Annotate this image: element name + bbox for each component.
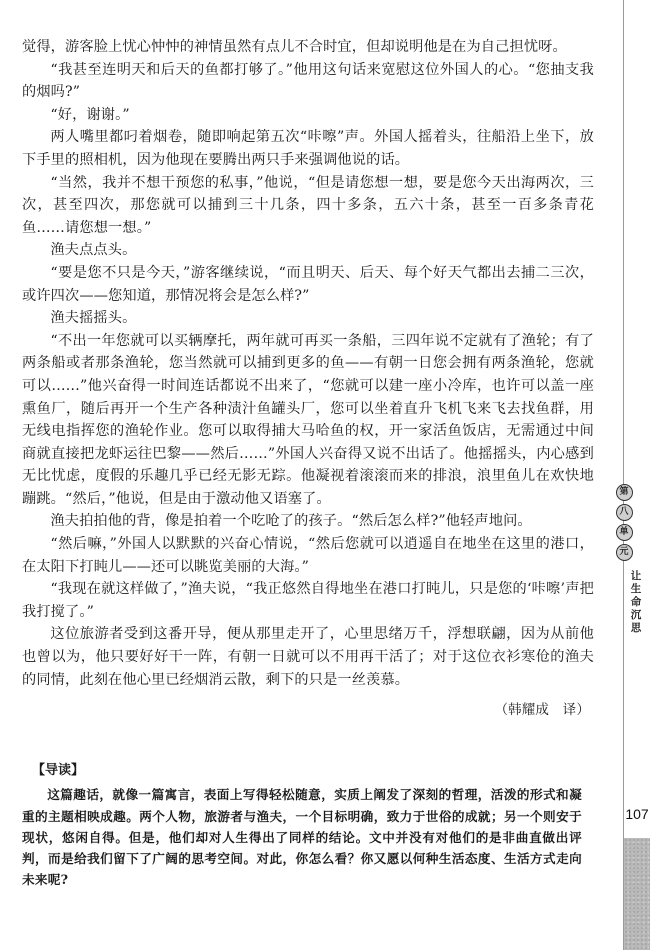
story-paragraph: “当然，我并不想干预您的私事，”他说，“但是请您想一想，要是您今天出海两次，三次，甚至四次，那您就可以捕到三十几条，四十多条，五六十条，甚至一百多条青花鱼……请您想一想。” (22, 174, 594, 236)
unit-subtitle: 让生命沉思 (630, 570, 642, 634)
reading-guide (22, 760, 582, 891)
page-edge-tab (624, 838, 650, 950)
story-paragraph: “要是您不只是今天，”游客继续说，“而且明天、后天、每个好天气都出去捕二三次，或许四次——您知道，那情况将会是怎么样?” (22, 264, 594, 304)
story-paragraph: “好，谢谢。” (50, 106, 130, 123)
guide-text: 这篇趣话，就像一篇寓言，表面上写得轻松随意，实质上阐发了深刻的哲理，活泼的形式和凝重的主题相映成趣。两个人物，旅游者与渔夫，一个目标明确，致力于世俗的成就；另一个则安于现状，悠闲自得。但是，他们却对人生得出了同样的结论。文中并没有对他们的是非曲直做出评判，而是给我们留下了广阔的思考空间。对此，你怎么看？你又愿以何种生活态度、生活方式走向未来呢? (22, 787, 582, 888)
story-paragraph: 这位旅游者受到这番开导，便从那里走开了，心里思绪万千，浮想联翩，因为从前他也曾以为，他只要好好干一阵，有朝一日就可以不用再干活了；对于这位衣衫寒伧的渔夫的同情，此刻在他心里已经烟消云散，剩下的只是一丝羡慕。 (22, 626, 594, 688)
story-paragraph: 两人嘴里都叼着烟卷，随即响起第五次“咔嚓”声。外国人摇着头，往船沿上坐下，放下手里的照相机，因为他现在要腾出两只手来强调他说的话。 (22, 129, 594, 168)
unit-label (615, 484, 633, 561)
story-paragraph: 渔夫点点头。 (50, 242, 137, 259)
page-number: 107 (625, 806, 649, 822)
story-paragraph: “不出一年您就可以买辆摩托，两年就可再买一条船，三四年说不定就有了渔轮；有了两条船或者那条渔轮，您当然就可以捕到更多的鱼——有朝一日您会拥有两条渔轮，您就可以……”他兴奋得一时间连话都说不出来了，“您就可以建一座小冷库，也许可以盖一座熏鱼厂，随后再开一个生产各种渍汁鱼罐头厂，您可以坐着直升飞机飞来飞去找鱼群，用无线电指挥您的渔轮作业。您可以取得捕大马哈鱼的权，开一家活鱼饭店，无需通过中间商就直接把龙虾运往巴黎——然后……”外国人兴奋得又说不出话了。他摇摇头，内心感到无比忧虑，度假的乐趣几乎已经无影无踪。他凝视着滚滚而来的排浪，浪里鱼儿在欢快地蹦跳。“然后，”他说，但是由于激动他又语塞了。 (22, 332, 594, 507)
unit-char-badge: 元 (616, 544, 633, 561)
unit-char-badge: 第 (616, 484, 633, 501)
unit-char-badge: 八 (616, 504, 633, 521)
story-paragraph: “我现在就这样做了，”渔夫说，“我正悠然自得地坐在港口打盹儿，只是您的‘咔嚓’声把我打搅了。” (22, 581, 594, 620)
story-paragraph: “我甚至连明天和后天的鱼都打够了。”他用这句话来宽慰这位外国人的心。“您抽支我的烟吗?” (22, 61, 594, 101)
guide-title: 【导读】 (32, 763, 85, 778)
translator-credit: （韩耀成 译） (494, 702, 590, 719)
story-body (22, 36, 594, 722)
story-paragraph: 觉得，游客脸上忧心忡忡的神情虽然有点儿不合时宜，但却说明他是在为自己担忧呀。 (22, 39, 567, 55)
story-paragraph: 渔夫摇摇头。 (50, 310, 137, 327)
unit-char-badge: 单 (616, 524, 633, 541)
story-paragraph: 渔夫拍拍他的背，像是拍着一个吃呛了的孩子。“然后怎么样?”他轻声地问。 (50, 513, 532, 530)
story-paragraph: “然后嘛，”外国人以默默的兴奋心情说，“然后您就可以逍遥自在地坐在这里的港口，在太阳下打盹儿——还可以眺览美丽的大海。” (22, 536, 594, 575)
